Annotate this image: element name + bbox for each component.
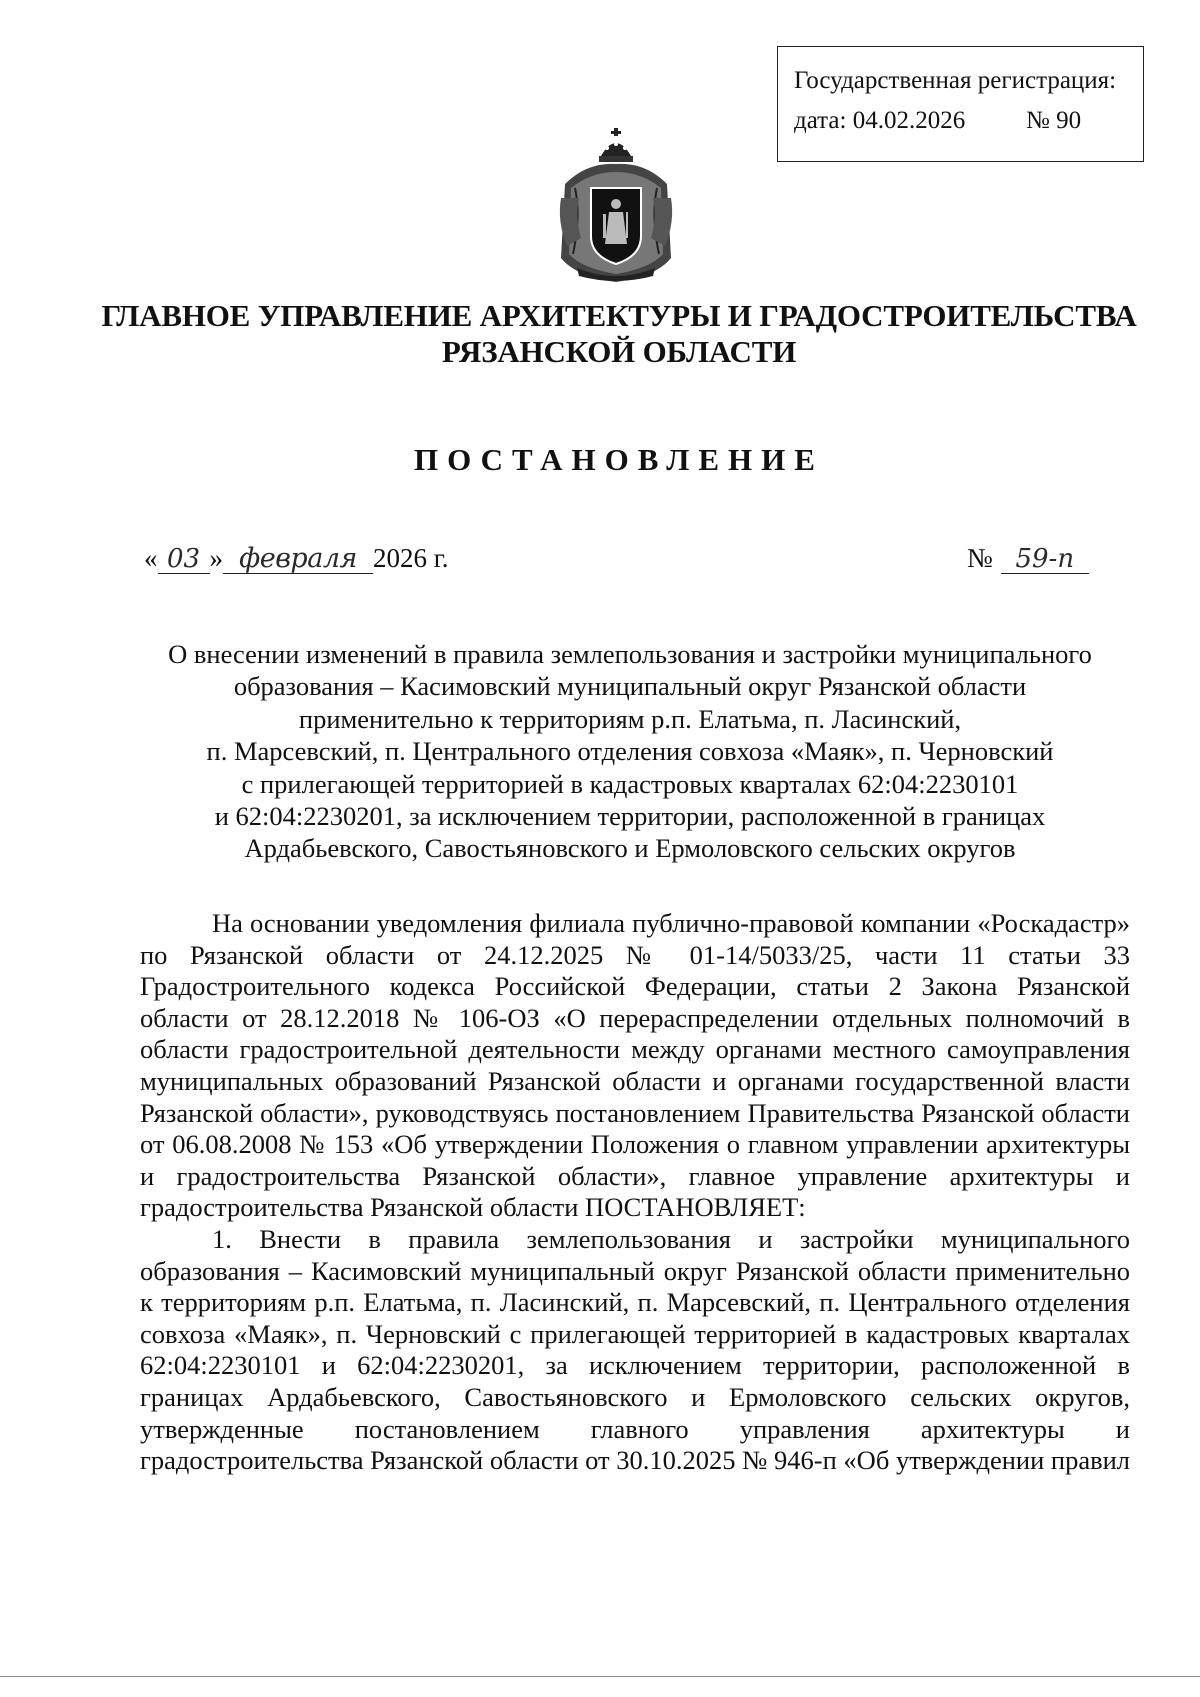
subject-line: образования – Касимовский муниципальный округ Рязанской области [233,671,1027,702]
date-year: 2026 г. [373,543,449,573]
registration-title: Государственная регистрация: [794,67,1117,94]
registration-stamp [777,46,1144,162]
document-date [144,543,449,574]
organization-title-line1: ГЛАВНОЕ УПРАВЛЕНИЕ АРХИТЕКТУРЫ И ГРАДОСТРОИТЕЛЬСТВА [101,298,1137,333]
registration-number: № 90 [1026,107,1082,134]
date-month-handwritten: февраля [223,545,373,574]
registration-details [794,101,1143,141]
body-paragraph-preamble: На основании уведомления филиала публично-правовой компании «Роскадастр» по Рязанской области от 24.12.2025 № 01-14/5033/25, части 11 статьи 33 Градостроительного кодекса Российской Федерации, статьи 2 Закона Рязанской области от 28.12.2018 № 106-ОЗ «О перераспределении отдельных полномочий в области градостроительной деятельности между органами местного самоуправления муниципальных образований Рязанской области и органами государственной власти Рязанской области», руководствуясь постановлением Правительства Рязанской области от 06.08.2008 № 153 «Об утверждении Положения о главном управлении архитектуры и градостроительства Рязанской области», главное управление архитектуры и градостроительства Рязанской области ПОСТАНОВЛЯЕТ: [140,908,1130,1223]
subject-line: применительно к территориям р.п. Елатьма, п. Ласинский, [298,703,962,734]
registration-date: дата: 04.02.2026 [794,107,966,134]
subject-line: О внесении изменений в правила землепользования и застройки муниципального [168,639,1092,669]
ryazan-coat-of-arms-icon [557,126,675,284]
date-open-quote: « [144,543,158,573]
date-close-quote: » [209,543,223,573]
document-subject [130,638,1130,865]
subject-line: и 62:04:2230201, за исключением территории, расположенной в границах [214,801,1046,832]
subject-line: Ардабьевского, Савостьяновского и Ермоловского сельских округов [244,833,1016,864]
document-number [967,543,1089,574]
subject-line: с прилегающей территорией в кадастровых кварталах 62:04:2230101 [241,768,1019,799]
document-number-label: № [967,543,993,573]
date-day-handwritten: 03 [158,546,210,574]
organization-title-line2: РЯЗАНСКОЙ ОБЛАСТИ [441,334,797,369]
subject-line: п. Марсевский, п. Центрального отделения совхоза «Маяк», п. Черновский [206,736,1054,767]
body-paragraph-item-1: 1. Внести в правила землепользования и застройки муниципального образования – Касимовский муниципальный округ Рязанской области применительно к территориям р.п. Елатьма, п. Ласинский, п. Марсевский, п. Центрального отделения совхоза «Маяк», п. Черновский с прилегающей территорией в кадастровых кварталах 62:04:2230101 и 62:04:2230201, за исключением территории, расположенной в границах Ардабьевского, Савостьяновского и Ермоловского сельских округов, утвержденные постановлением главного управления архитектуры и градостроительства Рязанской области от 30.10.2025 № 946-п «Об утверждении правил [140,1223,1130,1476]
document-body [140,908,1130,1477]
organization-title [0,298,1200,370]
page-bottom-edge [0,1676,1200,1677]
document-type-heading: ПОСТАНОВЛЕНИЕ [414,442,824,477]
crown-icon [599,128,633,162]
document-number-handwritten: 59-п [1001,546,1089,574]
